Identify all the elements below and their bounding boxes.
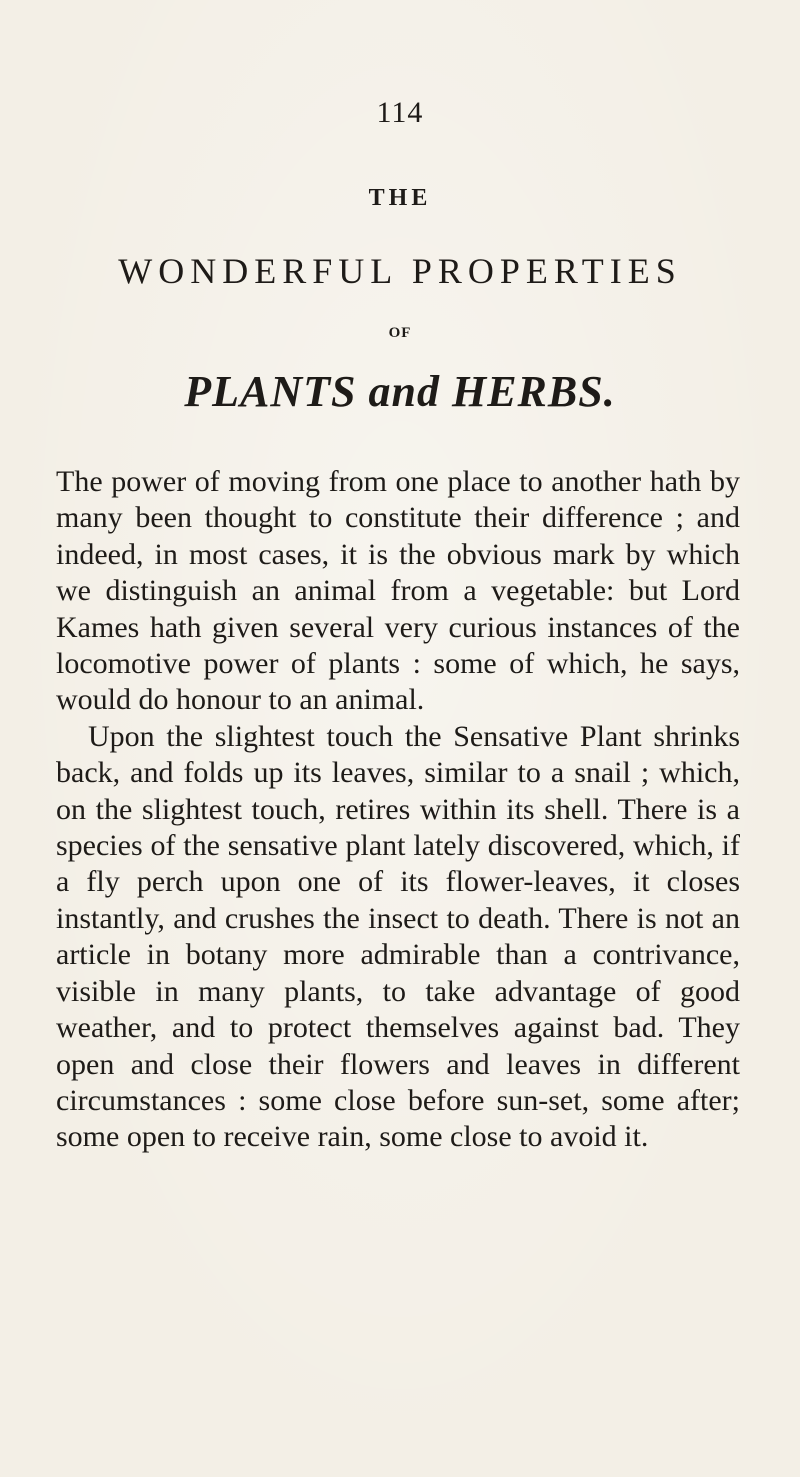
- title-article: THE: [368, 185, 432, 211]
- paragraph-1: The power of moving from one place to another hath by many been thought to constitute their difference ; and indeed, in most cases, it is the obvious mark by which we distinguish an animal from a vegetable: but Lord Kames hath given several very curious instances of the locomotive power of plants : some of which, he says, would do honour to an animal.: [56, 465, 740, 717]
- paragraph-2: Upon the slightest touch the Sensative Plant shrinks back, and folds up its leaves, similar to a snail ; which, on the slightest touch, retires within its shell. There is a species of the sensative plant lately discovered, which, if a fly perch upon one of its flower-leaves, it closes instantly, and crushes the insect to death. There is not an article in botany more admirable than a contrivance, visible in many plants, to take advantage of good weather, and to protect themselves against bad. They open and close their flowers and leaves in different circumstances : some close before sun-set, some after; some open to receive rain, some close to avoid it.: [56, 719, 740, 1154]
- page-number: 114: [376, 96, 424, 129]
- title-connector: OF: [388, 325, 412, 341]
- body-text: [56, 464, 740, 1156]
- page-title: WONDERFUL PROPERTIES: [118, 251, 682, 291]
- page-subtitle: PLANTS and HERBS.: [184, 367, 616, 416]
